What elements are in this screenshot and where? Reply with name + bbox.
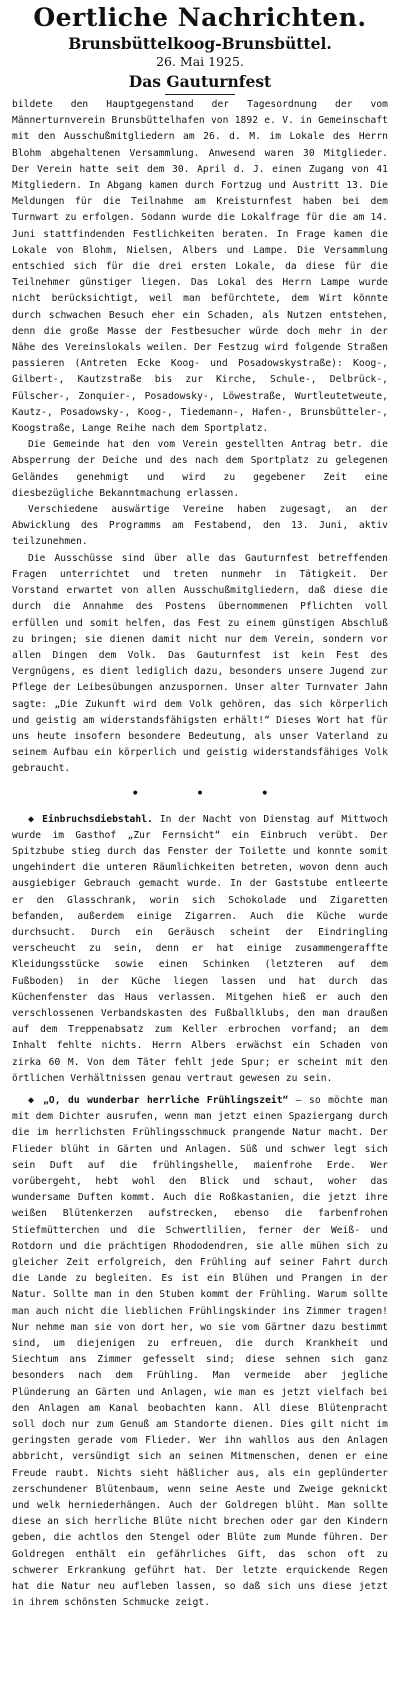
article-fruehlingszeit [12,1093,388,1612]
article-paragraph: Verschiedene auswärtige Vereine haben zugesagt, an der Abwicklung des Programms am Festabend, den 13. Juni, aktiv teilzunehmen. [12,504,388,548]
article-body: — so möchte man mit dem Dichter ausrufen, wenn man jetzt einen Spaziergang durch die im herrlichsten Frühlingsschmuck prangende Natur macht. Der Flieder blüht in Gärten und Anlagen. Süß und schwer legt sich sein Duft auf die frühlingshelle, maienfrohe Erde. Wer vorübergeht, hebt wohl den Blick und schaut, woher das wundersame Duften kommt. Auch die Roßkastanien, die jetzt ihre weißen Blütenkerzen aufstrecken, ebenso die farbenfrohen Stiefmütterchen und die Schwertlilien, ferner der Weiß- und Rotdorn und die prächtigen Rhododendren, sie alle mühen sich zu gleicher Zeit erfolgreich, den Frühling auf seiner Fahrt durch die Lande zu begleiten. Es ist ein Blühen und Prangen in der Natur. Sollte man in den Stuben kommt der Frühling. Warum sollte man auch nicht die lieblichen Frühlingskinder ins Zimmer tragen! Nur nehme man sie von dort her, wo sie vom Gärtner dazu bestimmt sind, um diejenigen zu erfreuen, die durch Krankheit und Siechtum ans Zimmer gefesselt sind; diese sehnen sich ganz besonders nach dem Frühling. Man vermeide aber jegliche Plünderung an Gärten und Anlagen, wie man es jetzt vielfach bei den Anlagen am Kanal beobachten kann. All diese Blütenpracht soll doch nur zum Genuß am Standorte dienen. Dies gilt nicht im geringsten gerade vom Flieder. Wer ihn wahllos aus den Anlagen abbricht, versündigt sich an seinen Mitmenschen, denen er eine Freude raubt. Nichts sieht häßlicher aus, als ein geplünderter zerschundener Blütenbaum, wenn seine Aeste und Zweige geknickt und welk herniederhängen. Auch der Goldregen blüht. Man sollte diese an sich herrliche Blüte nicht brechen oder gar den Kindern geben, die achtlos den Stengel oder Blüte zum Munde führen. Der Goldregen enthält ein gefährliches Gift, das schon oft zu schwerer Erkrankung geführt hat. Der letzte erquickende Regen hat die Natur neu aufleben lassen, so daß sich uns diese jetzt in ihrem schönsten Schmucke zeigt. [12,1094,388,1609]
section-separator: • • • [131,785,295,802]
article-lead: „O, du wunderbar herrliche Frühlingszeit“ [43,1094,289,1106]
article-paragraph [12,1093,388,1612]
article-paragraph: Die Ausschüsse sind über alle das Gauturnfest betreffenden Fragen unterrichtet und treten nunmehr in Tätigkeit. Der Vorstand erwartet von allen Ausschußmitgliedern, daß diese die durch die Annahme des Postens übernommenen Pflichten voll erfüllen und somit helfen, das Fest zu einem günstigen Abschluß zu bringen; sie dienen damit nicht nur dem Verein, sondern vor allen Dingen dem Volk. Das Gauturnfest ist kein Fest des Vergnügens, es dient lediglich dazu, besonders unsere Jugend zur Pflege der Leibesübungen anzuspornen. Unser alter Turnvater Jahn sagte: „Die Zukunft wird dem Volk gehören, das sich körperlich und geistig am widerstandsfähigsten erhält!“ Dieses Wort hat für uns heute insofern besondere Bedeutung, als unser Vaterland zu seinem Aufbau ein körperlich und geistig widerstandsfähiges Volk gebraucht. [12,552,388,775]
article-paragraph [12,812,388,1087]
article-paragraph: Die Gemeinde hat den vom Verein gestellten Antrag betr. die Absperrung der Deiche und des nach dem Sportplatz zu gelegenen Geländes genehmigt und wird zu gegebener Zeit eine diesbezügliche Bekanntmachung erlassen. [12,439,388,499]
diamond-bullet-icon: ◆ [28,1094,36,1106]
article-einbruchsdiebstahl [12,812,388,1087]
section-title: Oertliche Nachrichten. [33,3,367,32]
section-subtitle: Brunsbüttelkoog-Brunsbüttel. [68,34,332,53]
headline-rule [165,94,235,95]
article-paragraph: bildete den Hauptgegenstand der Tagesordnung der vom Männerturnverein Brunsbüttelhafen von 1892 e. V. in Gemeinschaft mit den Ausschußmitgliedern am 26. d. M. im Lokale des Herrn Blohm abgehaltenen Versammlung. Anwesend waren 30 Mitglieder. Der Verein hatte seit dem 30. April d. J. einen Zugang von 41 Mitgliedern. In Abgang kamen durch Fortzug und Austritt 13. Die Meldungen für die Teilnahme am Kreisturnfest haben bei dem Turnwart zu erfolgen. Sodann wurde die Lokalfrage für die am 14. Juni stattfindenden Festlichkeiten beraten. In Frage kamen die Lokale von Blohm, Nielsen, Albers und Lampe. Die Versammlung entschied sich für die drei ersten Lokale, da diese für die Teilnehmer günstiger liegen. Das Lokal des Herrn Lampe wurde nicht berücksichtigt, weil man befürchtete, dem Wirt könnte durch schwachen Besuch eher ein Schaden, als Nutzen entstehen, denn die große Masse der Festbesucher würde doch mehr in der Nähe des Vereinslokals weilen. Der Festzug wird folgende Straßen passieren (Antreten Ecke Koog- und Posadowskystraße): Koog-, Gilbert-, Kautzstraße bis zur Kirche, Schule-, Delbrück-, Fülscher-, Zonquier-, Posadowsky-, Löwestraße, Wurtleutetweute, Kautz-, Posadowsky-, Koog-, Tiedemann-, Hafen-, Brunsbütteler-, Koogstraße, Lange Reihe nach dem Sportplatz. [12,99,388,435]
article-body: In der Nacht von Dienstag auf Mittwoch wurde im Gasthof „Zur Fernsicht“ ein Einbruch verübt. Der Spitzbube stieg durch das Fenster der Toilette und konnte somit ungehindert die unteren Räumlichkeiten betreten, wovon denn auch ausgiebiger Gebrauch gemacht wurde. In der Gaststube entleerte er den Glasschrank, worin sich Schokolade und Zigaretten befanden, außerdem einige Zigarren. Auch die Küche wurde durchsucht. Durch ein Geräusch scheint der Eindringling verscheucht zu sein, denn er hat einige zusammengeraffte Kleidungsstücke sowie einen Schinken (letzteren auf dem Fußboden) in der Küche liegen lassen und hat durch das Küchenfenster das Haus verlassen. Mitgehen hieß er auch den verschlossenen Verbandskasten des Fußballklubs, den man draußen auf dem Treppenabsatz zum Keller erbrochen vorfand; an dem Inhalt fehlte nichts. Herrn Albers erwächst ein Schaden von zirka 60 M. Von dem Täter fehlt jede Spur; er scheint mit den örtlichen Verhältnissen genau vertraut gewesen zu sein. [12,813,388,1084]
diamond-bullet-icon: ◆ [28,813,36,825]
article-lead: Einbruchsdiebstahl. [42,813,153,825]
issue-date: 26. Mai 1925. [156,54,244,69]
article-gauturnfest [12,72,388,804]
article-headline: Das Gauturnfest [128,72,272,91]
